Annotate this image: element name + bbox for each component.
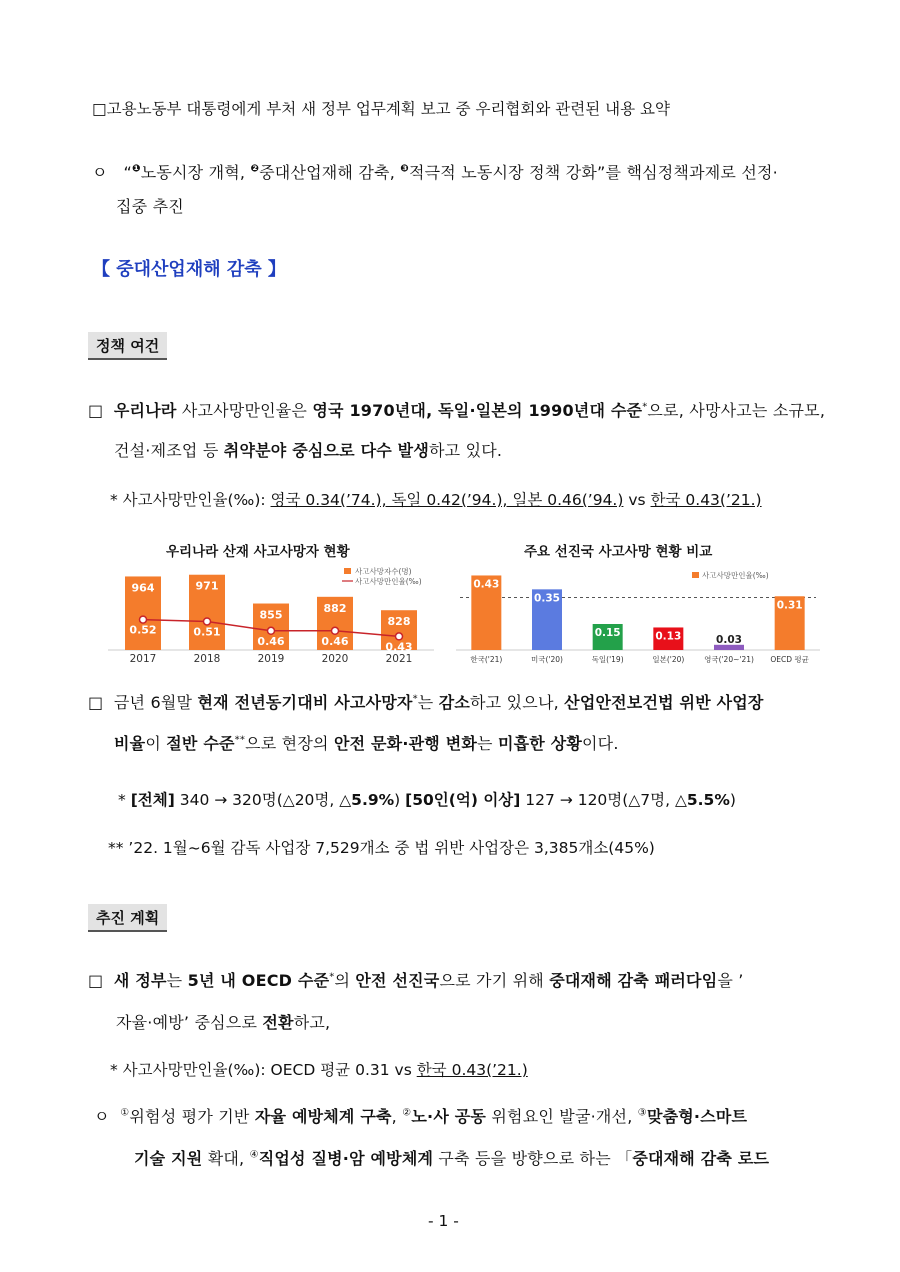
para1-text-d: 으로, 사망사고는 소규모, — [647, 401, 826, 420]
para3-d: 의 — [334, 971, 356, 990]
intro-item-3: 적극적 노동시장 정책 강화 — [408, 163, 598, 182]
tag-policy-conditions: 정책 여건 — [88, 332, 167, 360]
para4-line-1 — [94, 1104, 747, 1127]
intro-num-1: ❶ — [132, 163, 141, 175]
header-summary: □고용노동부 대통령에게 부처 새 정부 업무계획 보고 중 우리협회와 관련된 내용 요약 — [92, 100, 670, 118]
chart2-bar-label: 0.13 — [655, 630, 682, 643]
chart2-tick-label: 영국('20~'21) — [704, 655, 754, 664]
note2-e: [50인(억) 이상] — [405, 791, 521, 809]
para2-e: 하고 있으나, — [470, 693, 565, 712]
para4-b: 자율 예방체계 구축 — [254, 1107, 392, 1126]
para2-line2h: 이다. — [582, 734, 619, 753]
para1-line2a: 건설·제조업 등 — [114, 441, 224, 460]
note4-korea: 한국 0.43(’21.) — [416, 1061, 528, 1079]
para2-line2c: 절반 수준 — [166, 734, 235, 753]
para2-a: 금년 6월말 — [113, 693, 198, 712]
intro-line-1 — [92, 160, 778, 183]
chart1-tick-label: 2021 — [385, 653, 413, 664]
chart2-title: 주요 선진국 사고사망 현황 비교 — [524, 544, 713, 560]
note2 — [118, 788, 736, 810]
chart2-bar-label: 0.43 — [473, 578, 500, 591]
para2-line-2 — [114, 731, 619, 754]
para2-star2: ** — [234, 734, 246, 746]
note2-star: * — [118, 791, 131, 809]
para3-line2a: 자율·예방’ 중심 — [116, 1013, 226, 1032]
chart1-bar-label: 828 — [387, 615, 411, 629]
note2-d: ) — [394, 791, 406, 809]
chart1-point-label: 0.46 — [257, 634, 285, 648]
para4-n2: ② — [402, 1107, 412, 1119]
para3-line-1 — [88, 968, 744, 991]
chart2-tick-label: 한국('21) — [470, 655, 503, 664]
intro-quote-open: “ — [123, 163, 133, 182]
para4-line2e: 중대재해 감축 로드 — [632, 1149, 770, 1168]
chart1-point — [396, 633, 403, 640]
para3-line2c: 전환 — [262, 1013, 294, 1032]
chart2-bar-label: 0.31 — [776, 599, 803, 612]
para1-text-b: 사고사망만인율은 — [176, 401, 313, 420]
para4-f: 맞춤형·스마트 — [646, 1107, 748, 1126]
para2-line2g: 미흡한 상황 — [497, 734, 583, 753]
note1-countries: 영국 0.34(’74.), 독일 0.42(’94.), 일본 0.46(’94.) — [270, 491, 624, 509]
chart1-title: 우리나라 산재 사고사망자 현황 — [166, 544, 350, 560]
para4-line2c: 직업성 질병·암 예방체계 — [258, 1149, 434, 1168]
para2-b: 현재 전년동기대비 사고사망자 — [197, 693, 413, 712]
chart1-tick-label: 2020 — [321, 653, 349, 664]
note4-prefix: * 사고사망만인율(‰): OECD 평균 0.31 vs — [110, 1061, 417, 1079]
para1-line-2 — [114, 438, 502, 461]
para2-line2b: 이 — [145, 734, 167, 753]
para1-korea: 우리나라 — [113, 401, 177, 420]
chart1-bar-label: 971 — [195, 579, 219, 593]
para4-d: 노·사 공동 — [411, 1107, 487, 1126]
chart1-point-label: 0.43 — [385, 640, 413, 654]
chart2-bar-label: 0.03 — [716, 633, 742, 646]
para2-line2e: 안전 문화·관행 변화 — [333, 734, 478, 753]
note2-f: 127 → 120명(△7명, — [520, 791, 675, 809]
para4-line-2 — [134, 1146, 769, 1169]
note1-korea: 한국 0.43(’21.) — [650, 491, 762, 509]
chart2-svg — [456, 564, 820, 664]
note2-g: △5.5% — [674, 791, 730, 809]
chart1-tick-label: 2017 — [129, 653, 157, 664]
intro-line-2: 집중 추진 — [116, 197, 184, 216]
note4 — [110, 1058, 528, 1080]
chart2-legend-swatch — [692, 572, 699, 578]
para3-line-2 — [116, 1010, 330, 1033]
chart1-svg — [106, 564, 436, 664]
para4-line2a: 기술 지원 — [134, 1149, 203, 1168]
para4-e: 위험요인 발굴·개선, — [486, 1107, 638, 1126]
para1-line2c: 하고 있다. — [428, 441, 503, 460]
intro-quote-close: ”를 핵심정책과제로 선정· — [597, 163, 778, 182]
para4-c: , — [391, 1107, 403, 1126]
para3-line2b: 으로 — [225, 1013, 263, 1032]
intro-item-2: 중대산업재해 감축, — [259, 163, 401, 182]
chart1-legend-line: 사고사망만인율(‰) — [355, 577, 422, 586]
chart1-point — [268, 627, 275, 634]
page-number: - 1 - — [428, 1212, 459, 1230]
para3-h: 을 ’ — [717, 971, 744, 990]
note2-a: [전체] — [130, 791, 175, 809]
para4-bullet: ㅇ — [94, 1107, 110, 1126]
section-title: 【 중대산업재해 감축 】 — [92, 259, 286, 280]
chart2-tick-label: OECD 평균 — [770, 655, 809, 664]
chart1-point — [140, 616, 147, 623]
chart1-bar-label: 855 — [259, 608, 283, 622]
intro-num-3: ❸ — [400, 163, 409, 175]
chart2-tick-label: 일본('20) — [652, 655, 685, 664]
para2-box: □ — [88, 693, 104, 712]
chart2-bar-label: 0.35 — [534, 592, 560, 605]
chart1-point-label: 0.51 — [193, 625, 221, 639]
para1-star: * — [642, 401, 648, 413]
para4-n1: ① — [120, 1107, 130, 1119]
chart2-tick-label: 독일('19) — [591, 655, 624, 664]
para3-c: 5년 내 OECD 수준 — [187, 971, 330, 990]
para4-n3: ③ — [637, 1107, 647, 1119]
para4-line2d: 구축 등을 방향으로 하는 「 — [433, 1149, 633, 1168]
para2-line2f: 는 — [477, 734, 498, 753]
chart1-legend-bars: 사고사망자수(명) — [355, 567, 412, 576]
chart1-point — [204, 618, 211, 625]
para3-a: 새 정부 — [113, 971, 167, 990]
para3-line2d: 하고, — [293, 1013, 331, 1032]
para1-level: 영국 1970년대, 독일·일본의 1990년대 수준 — [312, 401, 643, 420]
note3: ** ’22. 1월~6월 감독 사업장 7,529개소 중 법 위반 사업장은 3,385개소(45%) — [108, 839, 655, 857]
note1 — [110, 488, 762, 510]
chart1-bar-label: 882 — [323, 601, 347, 615]
para3-box: □ — [88, 971, 104, 990]
intro-item-1: 노동시장 개혁, — [140, 163, 251, 182]
note2-h: ) — [729, 791, 736, 809]
chart1-bar-label: 964 — [131, 581, 155, 595]
para2-f: 산업안전보건법 위반 사업장 — [564, 693, 764, 712]
chart2-bar-label: 0.15 — [594, 627, 621, 639]
chart2-tick-label: 미국('20) — [531, 655, 563, 664]
para4-line2b: 확대, — [202, 1149, 250, 1168]
para3-e: 안전 선진국 — [355, 971, 440, 990]
chart1-point-label: 0.52 — [129, 623, 157, 637]
note1-vs: vs — [623, 491, 651, 509]
note2-b: 340 → 320명(△20명, — [174, 791, 340, 809]
chart1-tick-label: 2019 — [257, 653, 285, 664]
chart1-legend-swatch-bars — [344, 568, 351, 574]
note1-prefix: * 사고사망만인율(‰): — [110, 491, 271, 509]
chart1-point-label: 0.46 — [321, 634, 349, 648]
para2-star: * — [412, 693, 418, 705]
para4-a: 위험성 평가 기반 — [129, 1107, 255, 1126]
chart1-tick-label: 2018 — [193, 653, 221, 664]
para3-g: 중대재해 감축 패러다임 — [549, 971, 718, 990]
para2-c: 는 — [417, 693, 439, 712]
para2-d: 감소 — [438, 693, 471, 712]
para3-star: * — [329, 971, 335, 983]
para1-box: □ — [88, 401, 104, 420]
note2-c: △5.9% — [339, 791, 395, 809]
para1-line-1 — [88, 398, 825, 421]
tag-implementation-plan: 추진 계획 — [88, 904, 167, 932]
para3-b: 는 — [166, 971, 188, 990]
chart2-legend: 사고사망만인율(‰) — [702, 571, 769, 580]
intro-bullet: ㅇ — [92, 163, 108, 182]
para2-line2d: 으로 현장의 — [245, 734, 334, 753]
para2-line2a: 비율 — [114, 734, 146, 753]
para2-line-1 — [88, 690, 764, 713]
para3-f: 으로 가기 위해 — [439, 971, 550, 990]
chart1-point — [332, 627, 339, 634]
para1-line2b: 취약분야 중심으로 다수 발생 — [223, 441, 429, 460]
intro-num-2: ❷ — [250, 163, 260, 175]
para4-n4: ④ — [249, 1149, 259, 1161]
